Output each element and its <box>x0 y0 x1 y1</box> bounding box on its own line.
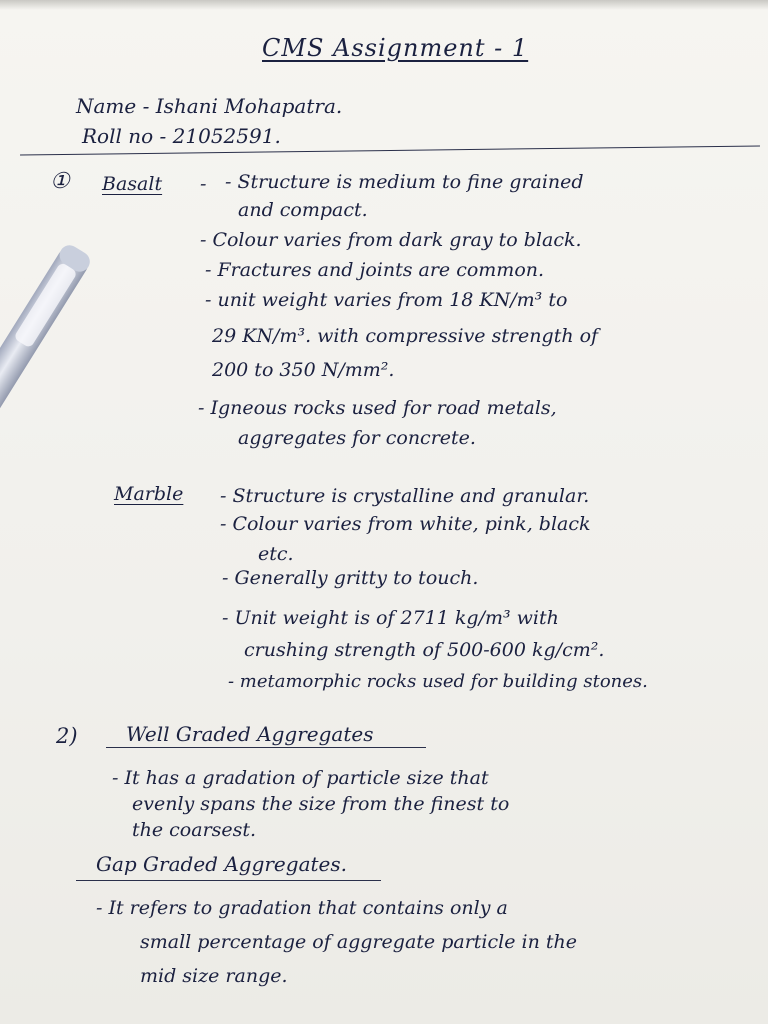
gap-graded-line: small percentage of aggregate particle in the <box>140 931 577 953</box>
basalt-line: - Structure is medium to fine grained <box>225 171 584 193</box>
marble-line: - metamorphic rocks used for building stones. <box>228 671 648 692</box>
basalt-line: - Fractures and joints are common. <box>205 259 545 281</box>
basalt-line: - Colour varies from dark gray to black. <box>200 229 582 251</box>
basalt-heading: Basalt <box>102 173 163 195</box>
well-graded-heading: Well Graded Aggregates <box>126 722 374 746</box>
page-title: CMS Assignment - 1 <box>262 34 529 62</box>
basalt-line: aggregates for concrete. <box>238 427 476 449</box>
page-shadow <box>0 0 768 10</box>
marble-heading: Marble <box>114 483 184 505</box>
well-graded-line: the coarsest. <box>132 819 257 841</box>
pen-icon <box>0 238 130 448</box>
marble-line: - Structure is crystalline and granular. <box>220 485 590 507</box>
well-graded-line: evenly spans the size from the finest to <box>132 793 510 815</box>
basalt-line: - Igneous rocks used for road metals, <box>198 397 557 419</box>
marble-line: crushing strength of 500-600 kg/cm². <box>244 639 605 661</box>
marble-line: - Unit weight is of 2711 kg/m³ with <box>222 607 559 629</box>
question-2-number: 2) <box>56 724 78 748</box>
question-1-number: ① <box>50 169 70 194</box>
marble-line: etc. <box>258 543 294 565</box>
basalt-line: 29 KN/m³. with compressive strength of <box>212 325 599 347</box>
basalt-line: and compact. <box>238 199 368 221</box>
basalt-line: - unit weight varies from 18 KN/m³ to <box>205 289 568 311</box>
marble-line: - Generally gritty to touch. <box>222 567 479 589</box>
gap-graded-heading: Gap Graded Aggregates. <box>96 852 347 876</box>
gap-graded-line: - It refers to gradation that contains only a <box>96 897 508 919</box>
gap-graded-line: mid size range. <box>140 965 288 987</box>
well-graded-line: - It has a gradation of particle size that <box>112 767 489 789</box>
gap-graded-underline <box>76 880 381 881</box>
student-name: Name - Ishani Mohapatra. <box>76 94 343 118</box>
roll-number: Roll no - 21052591. <box>82 124 281 148</box>
basalt-line: 200 to 350 N/mm². <box>212 359 395 381</box>
well-graded-underline <box>106 747 426 748</box>
marble-line: - Colour varies from white, pink, black <box>220 513 591 535</box>
basalt-dash: - <box>200 173 207 195</box>
